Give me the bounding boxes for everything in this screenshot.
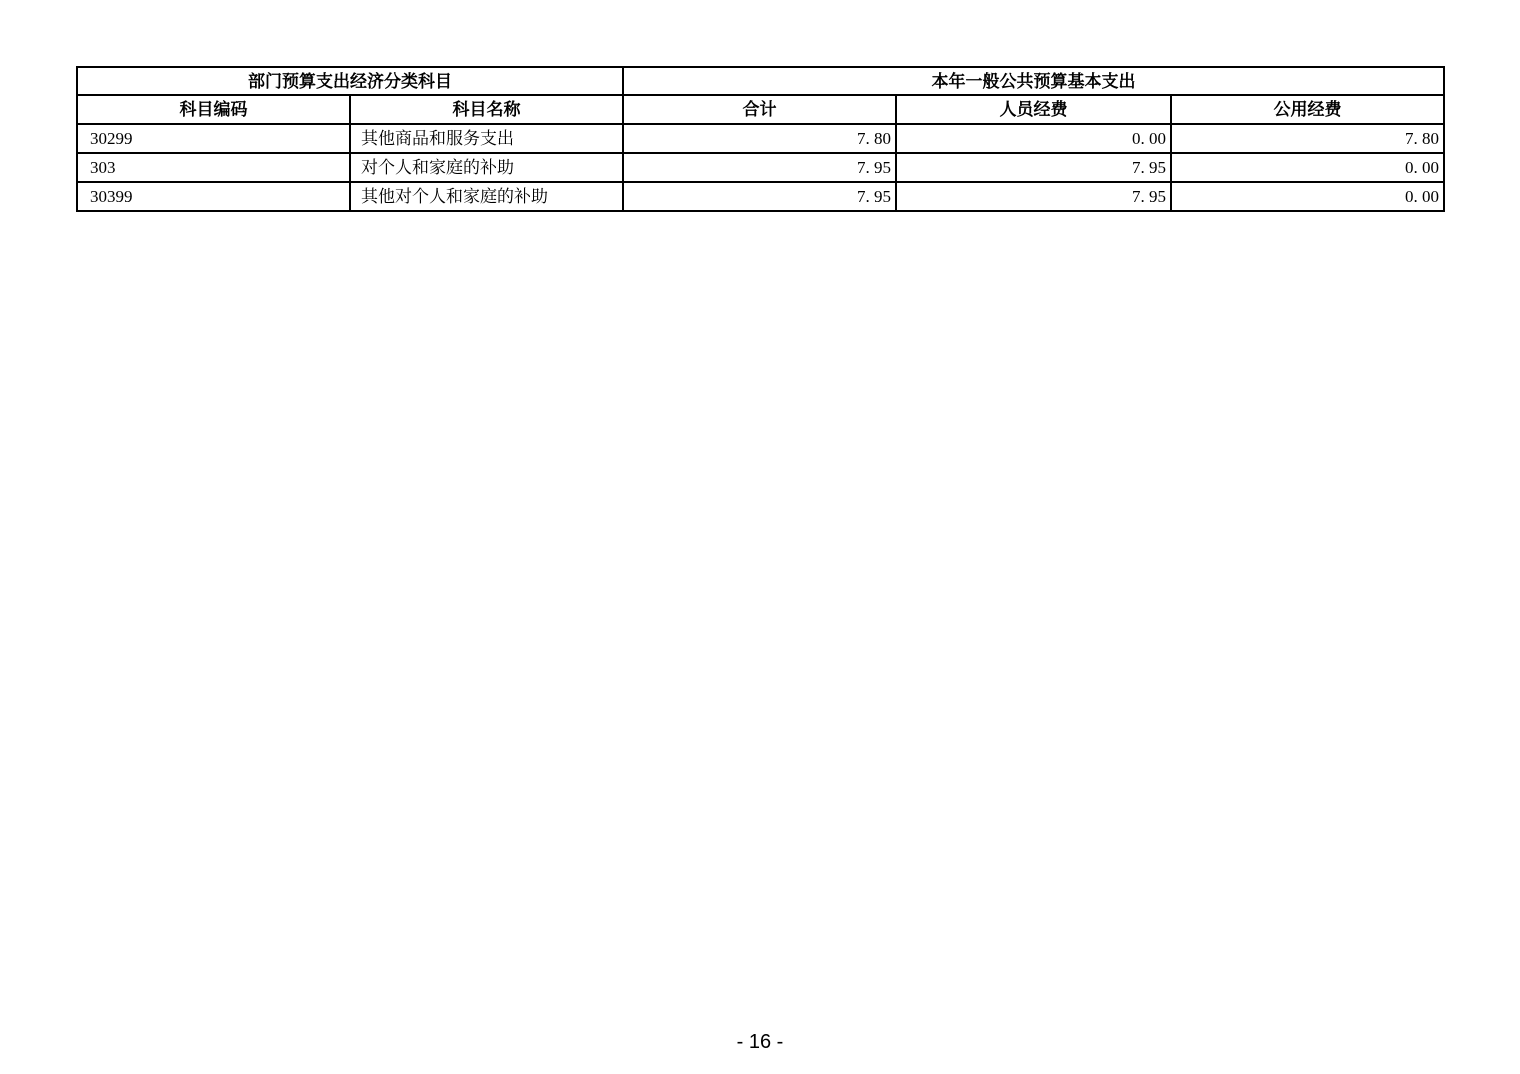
cell-subject-code: 30299 (77, 124, 350, 153)
table-row (77, 182, 1444, 211)
cell-total: 7. 95 (623, 182, 896, 211)
group-header-row (77, 67, 1444, 95)
cell-subject-name: 其他对个人和家庭的补助 (350, 182, 623, 211)
col-header-subject-code: 科目编码 (77, 95, 350, 124)
cell-personnel-funds: 0. 00 (896, 124, 1171, 153)
col-header-personnel-funds: 人员经费 (896, 95, 1171, 124)
cell-total: 7. 95 (623, 153, 896, 182)
cell-total: 7. 80 (623, 124, 896, 153)
cell-personnel-funds: 7. 95 (896, 182, 1171, 211)
budget-table (76, 66, 1445, 212)
cell-subject-name: 对个人和家庭的补助 (350, 153, 623, 182)
group-header-basic-expenditure: 本年一般公共预算基本支出 (623, 67, 1444, 95)
cell-personnel-funds: 7. 95 (896, 153, 1171, 182)
column-header-row (77, 95, 1444, 124)
table-row (77, 124, 1444, 153)
table-body (77, 124, 1444, 211)
table-row (77, 153, 1444, 182)
cell-public-funds: 0. 00 (1171, 153, 1444, 182)
page-number: - 16 - (736, 1031, 784, 1053)
col-header-public-funds: 公用经费 (1171, 95, 1444, 124)
cell-subject-name: 其他商品和服务支出 (350, 124, 623, 153)
cell-subject-code: 303 (77, 153, 350, 182)
cell-public-funds: 7. 80 (1171, 124, 1444, 153)
col-header-total: 合计 (623, 95, 896, 124)
cell-public-funds: 0. 00 (1171, 182, 1444, 211)
cell-subject-code: 30399 (77, 182, 350, 211)
group-header-economic-classification: 部门预算支出经济分类科目 (77, 67, 623, 95)
col-header-subject-name: 科目名称 (350, 95, 623, 124)
